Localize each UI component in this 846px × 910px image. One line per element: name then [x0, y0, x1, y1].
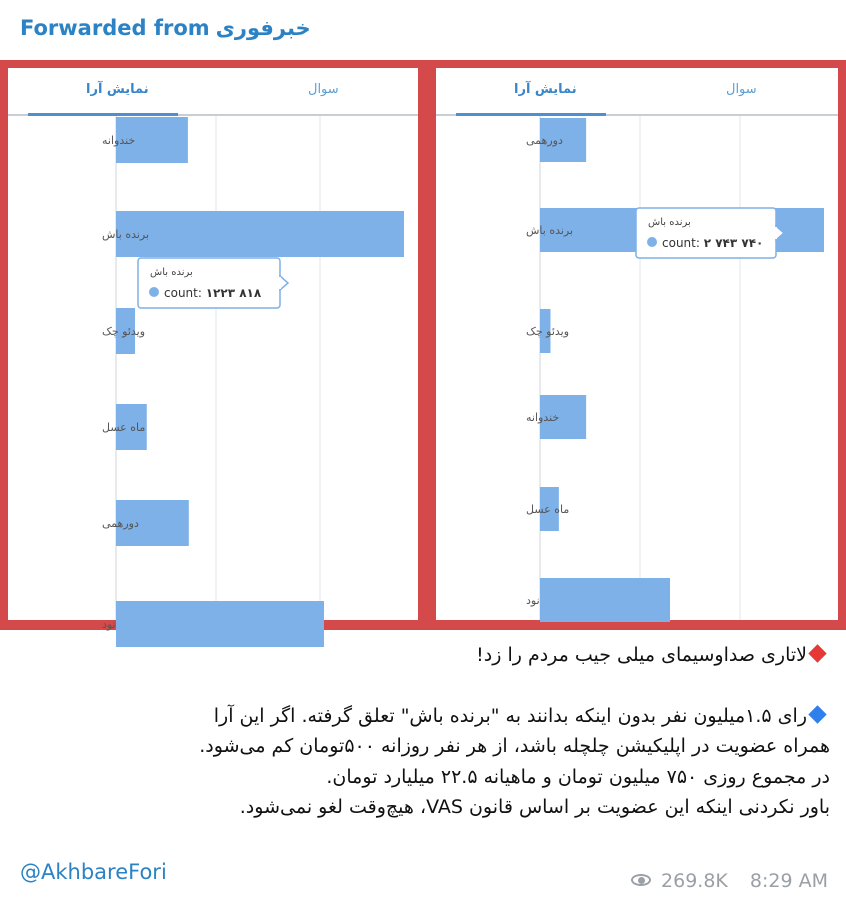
right-chart-category-label: دورهمی — [526, 134, 563, 147]
left-tabs — [8, 68, 418, 116]
message-meta — [631, 870, 828, 892]
left-chart-category-label: ویدئو چک — [102, 325, 146, 338]
left-bar-chart — [8, 116, 418, 631]
right-chart-category-label: ماه عسل — [526, 503, 570, 516]
right-bar-chart — [436, 116, 838, 620]
left-chart-tooltip-title: برنده باش — [150, 267, 193, 278]
left-chart-tooltip-dot-icon — [149, 287, 159, 297]
right-tabs — [436, 68, 838, 116]
right-chart-category-label: برنده باش — [526, 224, 574, 237]
message-line-4: در مجموع روزی ۷۵۰ میلیون تومان و ماهیانه ۲۲.۵ میلیارد تومان. — [326, 765, 830, 788]
message-spacer — [18, 671, 830, 701]
message-time: 8:29 AM — [749, 870, 828, 892]
right-chart-category-label: خندوانه — [526, 411, 560, 424]
view-count: 269.8K — [661, 870, 728, 892]
right-chart-tooltip-title: برنده باش — [648, 217, 691, 228]
left-tab-vote: نمایش آرا — [86, 82, 149, 97]
right-chart-category-label: ویدئو چک — [526, 325, 570, 338]
right-chart-category-label: نود — [526, 594, 540, 607]
message-photo[interactable] — [0, 60, 846, 630]
left-tab-question: سوال — [308, 82, 339, 97]
left-poll-screenshot — [8, 68, 418, 631]
message-line-2: رای ۱.۵میلیون نفر بدون اینکه بدانند به "برنده باش" تعلق گرفته. اگر این آرا — [18, 701, 830, 732]
right-chart-tooltip — [636, 208, 784, 258]
right-poll-screenshot — [436, 68, 838, 620]
red-diamond-icon — [808, 644, 826, 662]
forwarded-header[interactable] — [20, 16, 311, 40]
left-chart-bar[interactable] — [116, 211, 404, 257]
forwarded-label: Forwarded from — [20, 16, 210, 40]
right-chart-tooltip-count: count: ۲ ۷۴۳ ۷۴۰ — [662, 236, 764, 250]
right-tab-vote: نمایش آرا — [514, 82, 577, 97]
forwarded-source-channel[interactable]: خبرفوری — [215, 16, 311, 40]
right-chart-area — [436, 116, 838, 620]
left-chart-category-label: دورهمی — [102, 517, 139, 530]
left-chart-category-label: ماه عسل — [102, 421, 146, 434]
message-line-3: همراه عضویت در اپلیکیشن چلچله باشد، از هر نفر روزانه ۵۰۰تومان کم می‌شود. — [199, 735, 830, 757]
message-line-1: لاتاری صداوسیمای میلی جیب مردم را زد! — [18, 640, 830, 671]
channel-signature-link[interactable]: @AkhbareFori — [20, 860, 167, 884]
eye-icon — [631, 874, 653, 888]
left-chart-tooltip-count: count: ۱۲۲۳ ۸۱۸ — [164, 286, 262, 300]
message-text — [18, 640, 830, 823]
right-chart-tooltip-dot-icon — [647, 237, 657, 247]
left-chart-category-label: خندوانه — [102, 134, 136, 147]
left-chart-category-label: نود — [102, 618, 116, 631]
right-tab-question: سوال — [726, 82, 757, 97]
left-chart-area — [8, 116, 418, 631]
left-chart-tooltip — [138, 258, 288, 308]
right-chart-bar[interactable] — [540, 578, 670, 622]
left-chart-category-label: برنده باش — [102, 228, 150, 241]
message-line-5: باور نکردنی اینکه این عضویت بر اساس قانون VAS، هیچ‌وقت لغو نمی‌شود. — [239, 796, 830, 818]
blue-diamond-icon — [808, 705, 826, 723]
